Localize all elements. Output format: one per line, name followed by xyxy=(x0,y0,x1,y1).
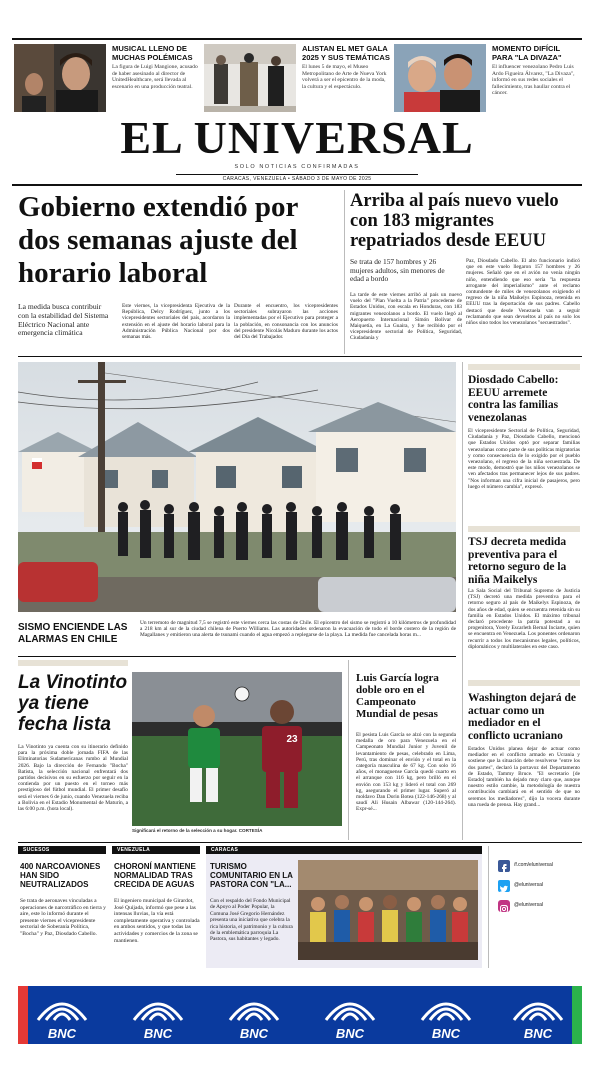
teaser-photo-musical[interactable] xyxy=(14,44,106,112)
section-rule-2 xyxy=(18,656,456,657)
sidebar-bar-2 xyxy=(468,526,580,532)
bnc-logo xyxy=(508,992,568,1041)
teaser-title-divaza[interactable]: MOMENTO DIFÍCIL PARA "LA DIVAZA" xyxy=(492,44,562,62)
quake-text: Un terremoto de magnitud 7,5 se registró este viernes cerca las costas de Chile. El epicentro del sismo se registró a 10 kilómetros de profundidad a 218 km al sur de la ciudad chilena de Puerto Williams. Las autoridades ordenaron la evacuación de todo el borde costero de la región de Magallanes y emitieron una alerta de tsunami cuando el agua empezó a replegarse de la playa. La medida fue cancelada horas m... xyxy=(140,620,456,639)
section-rule-1 xyxy=(18,356,582,357)
musical-photo-illustration xyxy=(14,44,106,112)
brief-text-narcoaviones: Se trata de aeronaves vinculadas a operaciones de narcotráfico en tierra y aire, este lo informó durante el presente viernes el vicepresidente sectorial de Soberanía Política, "Bocha" y Paz, Diosdado Cabello. xyxy=(20,898,106,937)
football-photo-illustration xyxy=(132,672,342,826)
brief-tag-sucesos: SUCESOS xyxy=(20,846,53,854)
metgala-photo-illustration xyxy=(204,44,296,112)
migrants-text-col1: La tarde de este viernes arribó al país un nuevo vuelo del "Plan Vuelta a la Patria" procedente de Estados Unidos, con escala en Honduras, con 183 migrantes venezolanos a bordo. El vuelo llegó al Aeropuerto Internacional Simón Bolívar de Maiquetía, en La Guaira, y fue recibido por el vicepresidente sectorial de Política, Seguridad, Ciudadanía y xyxy=(350,292,462,342)
ad-green-accent xyxy=(572,986,582,1044)
vinotinto-text: La Vinotinto ya cuenta con su itinerario definido para la próxima doble jornada FIFA de las Eliminatorias Sudamericanas rumbo al Mundial 2026. Bajo la dirección de Fernando "Bocha" Batista, la selección nacional enfrentará dos partidos decisivos en su esfuerzo por seguir en la contienda por un puesto en el torneo más prestigioso del fútbol mundial. El primer desafío será el viernes 6 de junio, cuando Venezuela reciba a Bolivia en el Estadio Monumental de Maturín, a las 6:00 p.m. (hora local). xyxy=(18,744,128,813)
vinotinto-bar xyxy=(18,660,128,666)
bnc-logo-label: BNC xyxy=(431,1026,461,1041)
teaser-text-musical: La figura de Luigi Mangione, acusado de haber asesinado al director de UnitedHealthcare, será llevada al escenario en una producción teatral. xyxy=(112,64,198,90)
brief-title-narcoaviones[interactable]: 400 NARCOAVIONES HAN SIDO NEUTRALIZADOS xyxy=(20,862,101,890)
brief-tag-bar-3 xyxy=(206,846,482,854)
vinotinto-caption: Significará el retorno de la selección a su hogar. CORTESÍA xyxy=(132,828,263,833)
bnc-logo xyxy=(128,992,188,1041)
column-divider xyxy=(344,190,345,354)
brief-tag-caracas: CARACAS xyxy=(208,846,241,854)
twitter-handle[interactable]: @eluniversal xyxy=(514,882,543,888)
teaser-photo-divaza[interactable] xyxy=(394,44,486,112)
brief-tag-venezuela: VENEZUELA xyxy=(114,846,153,854)
facebook-handle[interactable]: /f.com/eluniversal xyxy=(514,862,553,868)
bnc-logo-label: BNC xyxy=(523,1026,553,1041)
ad-red-accent xyxy=(18,986,28,1044)
teaser-text-metgala: El lunes 5 de mayo, el Museo Metropolitano de Arte de Nueva York volverá a ser el epicentro de la moda, la cultura y el espectáculo. xyxy=(302,64,387,90)
quake-headline[interactable]: SISMO ENCIENDE LAS ALARMAS EN CHILE xyxy=(18,622,128,645)
masthead-logo[interactable]: EL UNIVERSAL xyxy=(120,112,474,163)
dateline-top-rule xyxy=(176,174,418,175)
teaser-title-metgala[interactable]: ALISTAN EL MET GALA 2025 Y SUS TEMÁTICAS xyxy=(302,44,390,62)
brief-text-choroni: El ingeniero municipal de Girardot, José Quijada, informó que pese a las intensas lluvias, la vía está completamente operativa y controlada en ambos sentidos, y que todas las actividades y comercios de la zona se mantienen. xyxy=(114,898,200,944)
bnc-logo-label: BNC xyxy=(335,1026,365,1041)
bnc-logo-label: BNC xyxy=(143,1026,173,1041)
bnc-logo xyxy=(32,992,92,1041)
dateline: CARACAS, VENEZUELA • SÁBADO 3 DE MAYO DE 2025 xyxy=(222,176,372,182)
divaza-photo-illustration xyxy=(394,44,486,112)
group-photo-illustration xyxy=(298,860,478,960)
teaser-text-divaza: El influencer venezolano Pedro Luis Ardo Figueira Álvarez, "La Divaza", informó en sus redes sociales el fallecimiento, tras haullar contra el cáncer. xyxy=(492,64,575,97)
migrants-headline[interactable]: Arriba al país nuevo vuelo con 183 migrantes repatriados desde EEUU xyxy=(350,191,559,251)
brief-title-choroni[interactable]: CHORONÍ MANTIENE NORMALIDAD TRAS CRECIDA DE AGUAS xyxy=(114,862,196,890)
lead-text-col1: Este viernes, la vicepresidenta Ejecutiva de la República, Delcy Rodríguez, junto a los vicepresidentes sectoriales del país, acordaron la extensión en el ajuste del horario laboral para la Administración Pública Nacional por dos semanas más. xyxy=(122,303,230,341)
chile-photo-illustration xyxy=(18,362,456,612)
instagram-icon[interactable] xyxy=(498,900,510,912)
sidebar-text-tsj: La Sala Social del Tribunal Supremo de Justicia (TSJ) decretó una medida preventiva para el retorno seguro al país de Maikelys Espinoza, de dos años de edad, quien se encuentra retenida sin su familia en Estados Unidos. El máximo tribunal declaró procedente la patria potestad a su progenitora, Yorely Escarleth Bernal Inciarte, quien se encuentra en Venezuela. Los ponentes ordenaron recurrir a todos los mecanismos legales, políticos, diplomáticos y multilaterales en este caso. xyxy=(468,588,580,650)
garcia-headline[interactable]: Luis García logra doble oro en el Campeonato Mundial de pesas xyxy=(356,672,439,720)
teaser-photo-metgala[interactable] xyxy=(204,44,296,112)
lead-headline[interactable]: Gobierno extendió por dos semanas ajuste del horario laboral xyxy=(18,191,298,289)
sidebar-text-washington: Estados Unidos planea dejar de actuar como mediador en el conflicto armado en Ucrania y sostiene que la situación debe resolverse "entre los dos partes", declaró la portavoz del Departamento de Estado, Tammy Bruce. "El secretario [de Estado] también ha dejado muy claro que, aunque nuestro estilo cambie, la metodología de nuestra contribución cambiará en el sentido de que no seremos los mediadores", dijo la vocera durante una rueda de prensa. Hay grand... xyxy=(468,746,580,808)
vinotinto-photo[interactable] xyxy=(132,672,342,826)
lead-summary: La medida busca contribuir con la estabilidad del Sistema Eléctrico Nacional ante emergencia climática xyxy=(18,302,109,338)
sidebar-bar-1 xyxy=(468,364,580,370)
migrants-text-col2: Paz, Diosdado Cabello. El alto funcionario indicó que en este vuelo llegaron 157 hombres y 26 mujeres. Señaló que en el avión no venía ningún niño, entendiendo que eso sería "la respuesta arrogante del imperialismo" ante el reclamo contundente de miles de venezolanos exigiendo el regreso de la niña Maikelys Espinoza, retenida en EEUU tras la deportación de sus padres. Cabello destacó que desde Venezuela van a seguir reclamando que sean devueltos al país no solo los niños sino todos los venezolanos "secuestrados". xyxy=(466,258,580,327)
chile-evacuation-photo[interactable] xyxy=(18,362,456,612)
teaser-title-musical[interactable]: MUSICAL LLENO DE MUCHAS POLÉMICAS xyxy=(112,44,193,62)
sidebar-bar-3 xyxy=(468,680,580,686)
garcia-divider xyxy=(348,660,349,840)
instagram-handle[interactable]: @eluniversal xyxy=(514,902,543,908)
bnc-logo xyxy=(416,992,476,1041)
bnc-logo xyxy=(320,992,380,1041)
masthead-slogan: SOLO NOTICIAS CONFIRMADAS xyxy=(234,164,360,170)
vinotinto-headline[interactable]: La Vinotinto ya tiene fecha lista xyxy=(18,672,128,735)
twitter-icon[interactable] xyxy=(498,880,510,892)
sidebar-headline-washington[interactable]: Washington dejará de actuar como un mediador en el conflicto ucraniano xyxy=(468,692,576,742)
bnc-advertisement[interactable] xyxy=(18,986,582,1044)
bnc-logo-label: BNC xyxy=(47,1026,77,1041)
masthead-bottom-rule xyxy=(12,184,582,186)
lead-text-col2: Durante el encuentro, los vicepresidentes sectoriales subrayaron las acciones implementadas por el Ejecutivo para proteger a la población, en consonancia con los anuncios del presidente Nicolás Maduro durante los actos del Día del Trabajador. xyxy=(234,303,338,341)
bnc-logo xyxy=(224,992,284,1041)
sidebar-divider xyxy=(462,362,463,840)
bnc-logo-label: BNC xyxy=(239,1026,269,1041)
sidebar-text-cabello: El vicepresidente Sectorial de Política, Seguridad, Ciudadanía y Paz, Diosdado Cabello, mencionó que Estados Unidos optó por separar familias venezolanas como parte de sus políticas migratorias y como consecuencia de lo exigido por el pueblo venezolano, el regreso de la niña secuestrada. De este modo, demostró que los niños venezolanos se ven afectados tras permanecer lejos de sus padres. "Nos informan una cifra inicial de pasajeros, pero luego el número cambia", expresó. xyxy=(468,428,580,490)
garcia-text: El pesista Luis García se alzó con la segunda medalla de oro para Venezuela en el Campeonato Mundial Junior y Juvenil de levantamiento de pesas, celebrado en Lima, Perú, tras dominar el envión y el total en la categoría masculina de 67 kg. Con solo 16 años, el monaguense García quedó cuarto en el arranque con 116 kg, pero brilló en el envión con 153 kg y lideró el total con 269 kg, asegurando el primer lugar. Superó al moldavo Dan Dorin Botea (122-146-268) y al saudí Ali Husain Albawar (120-144-264). Expr-sé... xyxy=(356,732,456,813)
top-rule xyxy=(12,38,582,40)
brief-title-turismo[interactable]: TURISMO COMUNITARIO EN LA PASTORA CON "LA... xyxy=(210,862,293,890)
brief-text-turismo: Con el respaldo del Fondo Municipal de Apoyo al Poder Popular, la Comuna José Gregorio Hernández presenta una iniciativa que celebra la rica historia, el patrimonio y la cultura de la emblemática parroquia La Pastora, sus habitantes y legado. xyxy=(210,898,293,943)
sidebar-headline-cabello[interactable]: Diosdado Cabello: EEUU arremete contra las familias venezolanas xyxy=(468,374,559,424)
sidebar-headline-tsj[interactable]: TSJ decreta medida preventiva para el retorno seguro de la niña Maikelys xyxy=(468,536,567,586)
facebook-icon[interactable] xyxy=(498,860,510,872)
jersey-number: 23 xyxy=(286,734,298,745)
section-rule-3 xyxy=(18,842,582,843)
migrants-summary: Se trata de 157 hombres y 26 mujeres adultos, sin menores de edad a bordo xyxy=(350,257,445,284)
turismo-photo[interactable] xyxy=(298,860,478,960)
